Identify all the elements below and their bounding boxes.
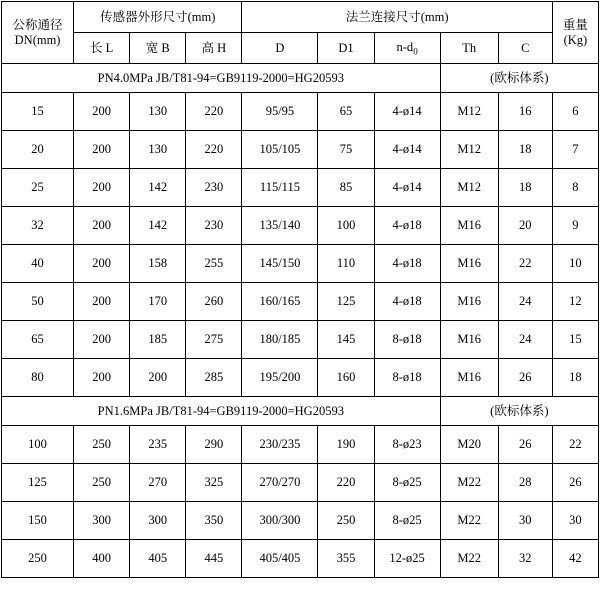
cell-c: 28: [498, 464, 552, 502]
band-label-pn16: PN1.6MPa JB/T81-94=GB9119-2000=HG20593: [2, 397, 441, 426]
cell-width: 142: [130, 207, 186, 245]
cell-width: 300: [130, 502, 186, 540]
cell-width: 200: [130, 359, 186, 397]
cell-c: 26: [498, 359, 552, 397]
cell-c: 22: [498, 245, 552, 283]
cell-c: 20: [498, 207, 552, 245]
header-col-height: 高 H: [186, 33, 242, 64]
cell-thread: M20: [440, 426, 498, 464]
table-row: [2, 321, 599, 359]
header-col-thread: Th: [440, 33, 498, 64]
cell-bolt-holes: 4-ø14: [374, 93, 440, 131]
table-row: [2, 502, 599, 540]
cell-d1: 110: [318, 245, 374, 283]
cell-thread: M22: [440, 502, 498, 540]
cell-dn: 50: [2, 283, 74, 321]
cell-bolt-holes: 12-ø25: [374, 540, 440, 578]
header-col-length: 长 L: [74, 33, 130, 64]
cell-d: 135/140: [242, 207, 318, 245]
band-label-pn40: PN4.0MPa JB/T81-94=GB9119-2000=HG20593: [2, 64, 441, 93]
band-note-pn40: (欧标体系): [440, 64, 598, 93]
cell-length: 200: [74, 131, 130, 169]
cell-height: 445: [186, 540, 242, 578]
header-group-flange-dimensions: 法兰连接尺寸(mm): [242, 2, 552, 33]
cell-weight: 26: [552, 464, 598, 502]
cell-d1: 145: [318, 321, 374, 359]
cell-c: 26: [498, 426, 552, 464]
cell-height: 290: [186, 426, 242, 464]
table-row: [2, 540, 599, 578]
cell-weight: 42: [552, 540, 598, 578]
header-nominal-diameter-line2: DN(mm): [14, 32, 61, 47]
cell-d1: 65: [318, 93, 374, 131]
cell-bolt-holes: 4-ø18: [374, 283, 440, 321]
cell-dn: 100: [2, 426, 74, 464]
cell-c: 24: [498, 283, 552, 321]
cell-c: 16: [498, 93, 552, 131]
cell-dn: 40: [2, 245, 74, 283]
cell-bolt-holes: 8-ø18: [374, 359, 440, 397]
table-row: [2, 426, 599, 464]
cell-d1: 85: [318, 169, 374, 207]
cell-thread: M16: [440, 359, 498, 397]
cell-height: 350: [186, 502, 242, 540]
table-row: [2, 207, 599, 245]
cell-d1: 355: [318, 540, 374, 578]
header-col-width: 宽 B: [130, 33, 186, 64]
cell-bolt-holes: 4-ø18: [374, 207, 440, 245]
cell-width: 130: [130, 93, 186, 131]
cell-height: 285: [186, 359, 242, 397]
header-weight-line2: (Kg): [563, 32, 588, 47]
cell-d: 145/150: [242, 245, 318, 283]
cell-d1: 100: [318, 207, 374, 245]
cell-d: 115/115: [242, 169, 318, 207]
cell-width: 405: [130, 540, 186, 578]
cell-d1: 160: [318, 359, 374, 397]
cell-height: 220: [186, 93, 242, 131]
header-col-bolt-holes-prefix: n-d: [396, 39, 414, 54]
table-row: [2, 131, 599, 169]
cell-bolt-holes: 4-ø14: [374, 169, 440, 207]
cell-weight: 12: [552, 283, 598, 321]
table-row: [2, 169, 599, 207]
cell-length: 200: [74, 169, 130, 207]
cell-length: 200: [74, 207, 130, 245]
header-nominal-diameter-line1: 公称通径: [12, 18, 63, 33]
header-nominal-diameter: [2, 2, 74, 64]
cell-dn: 250: [2, 540, 74, 578]
cell-weight: 22: [552, 426, 598, 464]
cell-thread: M12: [440, 131, 498, 169]
cell-thread: M22: [440, 540, 498, 578]
cell-width: 270: [130, 464, 186, 502]
cell-weight: 15: [552, 321, 598, 359]
cell-thread: M22: [440, 464, 498, 502]
table-row: [2, 245, 599, 283]
table-row: [2, 359, 599, 397]
cell-length: 200: [74, 321, 130, 359]
cell-length: 250: [74, 464, 130, 502]
cell-dn: 125: [2, 464, 74, 502]
cell-d1: 250: [318, 502, 374, 540]
cell-height: 275: [186, 321, 242, 359]
cell-height: 255: [186, 245, 242, 283]
cell-length: 200: [74, 359, 130, 397]
header-row-groups: [2, 2, 599, 33]
cell-width: 170: [130, 283, 186, 321]
cell-d: 230/235: [242, 426, 318, 464]
cell-d1: 220: [318, 464, 374, 502]
cell-length: 200: [74, 283, 130, 321]
header-col-d1: D1: [318, 33, 374, 64]
cell-width: 185: [130, 321, 186, 359]
header-col-bolt-holes: [374, 33, 440, 64]
cell-length: 200: [74, 93, 130, 131]
cell-weight: 8: [552, 169, 598, 207]
cell-bolt-holes: 8-ø18: [374, 321, 440, 359]
cell-height: 230: [186, 169, 242, 207]
cell-width: 130: [130, 131, 186, 169]
header-col-bolt-holes-subscript: 0: [413, 46, 418, 57]
cell-bolt-holes: 4-ø14: [374, 131, 440, 169]
cell-weight: 9: [552, 207, 598, 245]
cell-width: 158: [130, 245, 186, 283]
cell-thread: M16: [440, 283, 498, 321]
cell-dn: 25: [2, 169, 74, 207]
cell-d: 195/200: [242, 359, 318, 397]
cell-length: 200: [74, 245, 130, 283]
cell-width: 142: [130, 169, 186, 207]
cell-dn: 150: [2, 502, 74, 540]
cell-d: 180/185: [242, 321, 318, 359]
band-row-pn40: [2, 64, 599, 93]
cell-d: 300/300: [242, 502, 318, 540]
cell-dn: 20: [2, 131, 74, 169]
header-weight: [552, 2, 598, 64]
cell-bolt-holes: 8-ø25: [374, 502, 440, 540]
header-col-c: C: [498, 33, 552, 64]
cell-d: 105/105: [242, 131, 318, 169]
cell-thread: M16: [440, 245, 498, 283]
cell-thread: M12: [440, 169, 498, 207]
header-row-columns: [2, 33, 599, 64]
cell-bolt-holes: 4-ø18: [374, 245, 440, 283]
cell-height: 230: [186, 207, 242, 245]
header-group-sensor-dimensions: 传感器外形尺寸(mm): [74, 2, 242, 33]
cell-thread: M16: [440, 207, 498, 245]
cell-d1: 190: [318, 426, 374, 464]
cell-weight: 6: [552, 93, 598, 131]
table-row: [2, 283, 599, 321]
cell-weight: 10: [552, 245, 598, 283]
cell-c: 18: [498, 169, 552, 207]
cell-length: 400: [74, 540, 130, 578]
cell-weight: 18: [552, 359, 598, 397]
cell-bolt-holes: 8-ø25: [374, 464, 440, 502]
cell-d: 270/270: [242, 464, 318, 502]
cell-c: 30: [498, 502, 552, 540]
cell-height: 260: [186, 283, 242, 321]
cell-d: 95/95: [242, 93, 318, 131]
header-weight-line1: 重量: [562, 18, 588, 33]
header-col-d: D: [242, 33, 318, 64]
cell-d: 405/405: [242, 540, 318, 578]
cell-c: 24: [498, 321, 552, 359]
specification-table: [1, 1, 599, 578]
cell-c: 18: [498, 131, 552, 169]
cell-dn: 32: [2, 207, 74, 245]
cell-length: 300: [74, 502, 130, 540]
cell-c: 32: [498, 540, 552, 578]
cell-d1: 75: [318, 131, 374, 169]
cell-thread: M16: [440, 321, 498, 359]
band-note-pn16: (欧标体系): [440, 397, 598, 426]
cell-dn: 15: [2, 93, 74, 131]
cell-weight: 30: [552, 502, 598, 540]
cell-height: 325: [186, 464, 242, 502]
table-row: [2, 464, 599, 502]
cell-width: 235: [130, 426, 186, 464]
cell-height: 220: [186, 131, 242, 169]
cell-bolt-holes: 8-ø23: [374, 426, 440, 464]
cell-dn: 80: [2, 359, 74, 397]
cell-d: 160/165: [242, 283, 318, 321]
cell-weight: 7: [552, 131, 598, 169]
cell-length: 250: [74, 426, 130, 464]
cell-thread: M12: [440, 93, 498, 131]
table-row: [2, 93, 599, 131]
band-row-pn16: [2, 397, 599, 426]
cell-dn: 65: [2, 321, 74, 359]
cell-d1: 125: [318, 283, 374, 321]
